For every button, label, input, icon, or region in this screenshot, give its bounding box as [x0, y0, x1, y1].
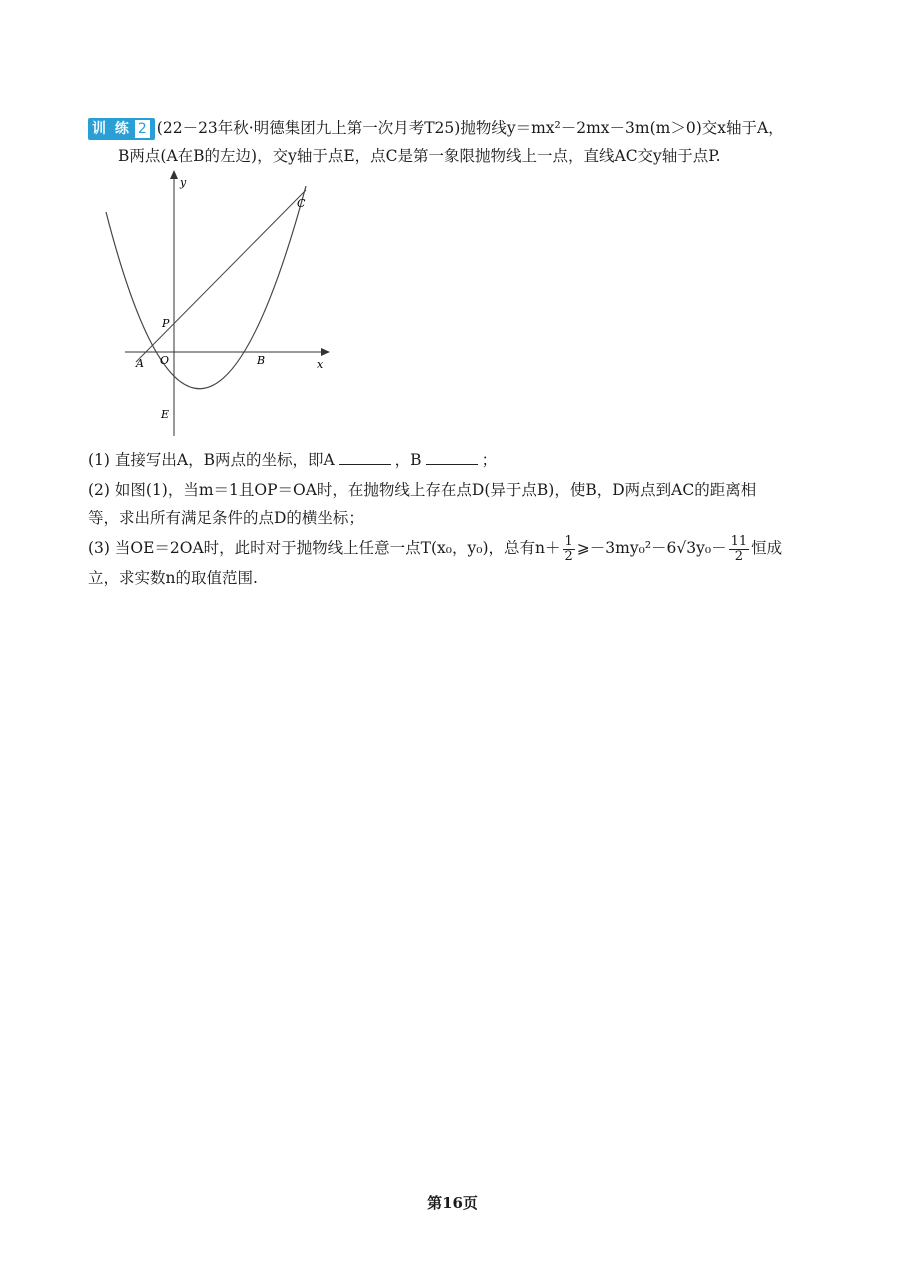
label-point-c: C [297, 197, 306, 210]
label-point-a: A [136, 357, 144, 370]
question-3 [88, 534, 818, 592]
label-origin: O [160, 354, 170, 367]
badge-number: 2 [134, 119, 151, 139]
q2-line-1: (2) 如图(1)，当m＝1且OP＝OA时，在抛物线上存在点D(异于点B)，使B，D两点到AC的距离相 [88, 481, 757, 499]
frac1-numerator: 1 [564, 533, 573, 549]
label-point-p: P [162, 317, 170, 330]
problem-stem [88, 114, 818, 170]
q1-prefix: (1) 直接写出A，B两点的坐标，即A [88, 451, 335, 469]
question-2 [88, 476, 818, 532]
page-number: 第16页 [427, 1194, 478, 1212]
q3-line-1 [88, 534, 818, 564]
frac2-numerator: 11 [730, 533, 748, 549]
question-1 [88, 446, 818, 474]
q3-mid: ⩾－3my₀²－6√3y₀－ [576, 539, 727, 557]
line-ac [136, 190, 306, 362]
q3-line-2: 立，求实数n的取值范围. [88, 568, 258, 587]
q2-line-2: 等，求出所有满足条件的点D的横坐标； [88, 509, 364, 527]
q1-suffix: ； [481, 451, 498, 469]
badge-label: 训 练 [92, 121, 131, 137]
label-x: x [317, 358, 324, 371]
fraction-one-half [563, 535, 575, 564]
questions-block [88, 446, 818, 594]
stem-line-2: B两点(A在B的左边)，交y轴于点E，点C是第一象限抛物线上一点，直线AC交y轴于点P. [118, 147, 721, 165]
fraction-eleven-half [729, 535, 750, 564]
q1-mid: ，B [394, 451, 422, 469]
q3-suffix: 恒成 [751, 539, 783, 557]
label-point-b: B [257, 354, 266, 367]
answer-blank-a[interactable] [339, 448, 391, 465]
answer-blank-b[interactable] [426, 448, 478, 465]
label-y: y [180, 176, 187, 189]
q3-prefix: (3) 当OE＝2OA时，此时对于抛物线上任意一点T(x₀，y₀)，总有n＋ [88, 539, 561, 557]
training-badge [88, 118, 155, 140]
y-axis-arrow [170, 170, 178, 179]
label-point-e: E [161, 408, 170, 421]
x-axis-arrow [321, 348, 330, 356]
parabola-figure [100, 166, 340, 441]
frac1-denominator: 2 [564, 548, 573, 564]
stem-line-1: (22－23年秋·明德集团九上第一次月考T25)抛物线y＝mx²－2mx－3m(m＞0)交x轴于A， [156, 119, 784, 137]
frac2-denominator: 2 [734, 548, 744, 564]
problem-line-1 [88, 114, 818, 142]
